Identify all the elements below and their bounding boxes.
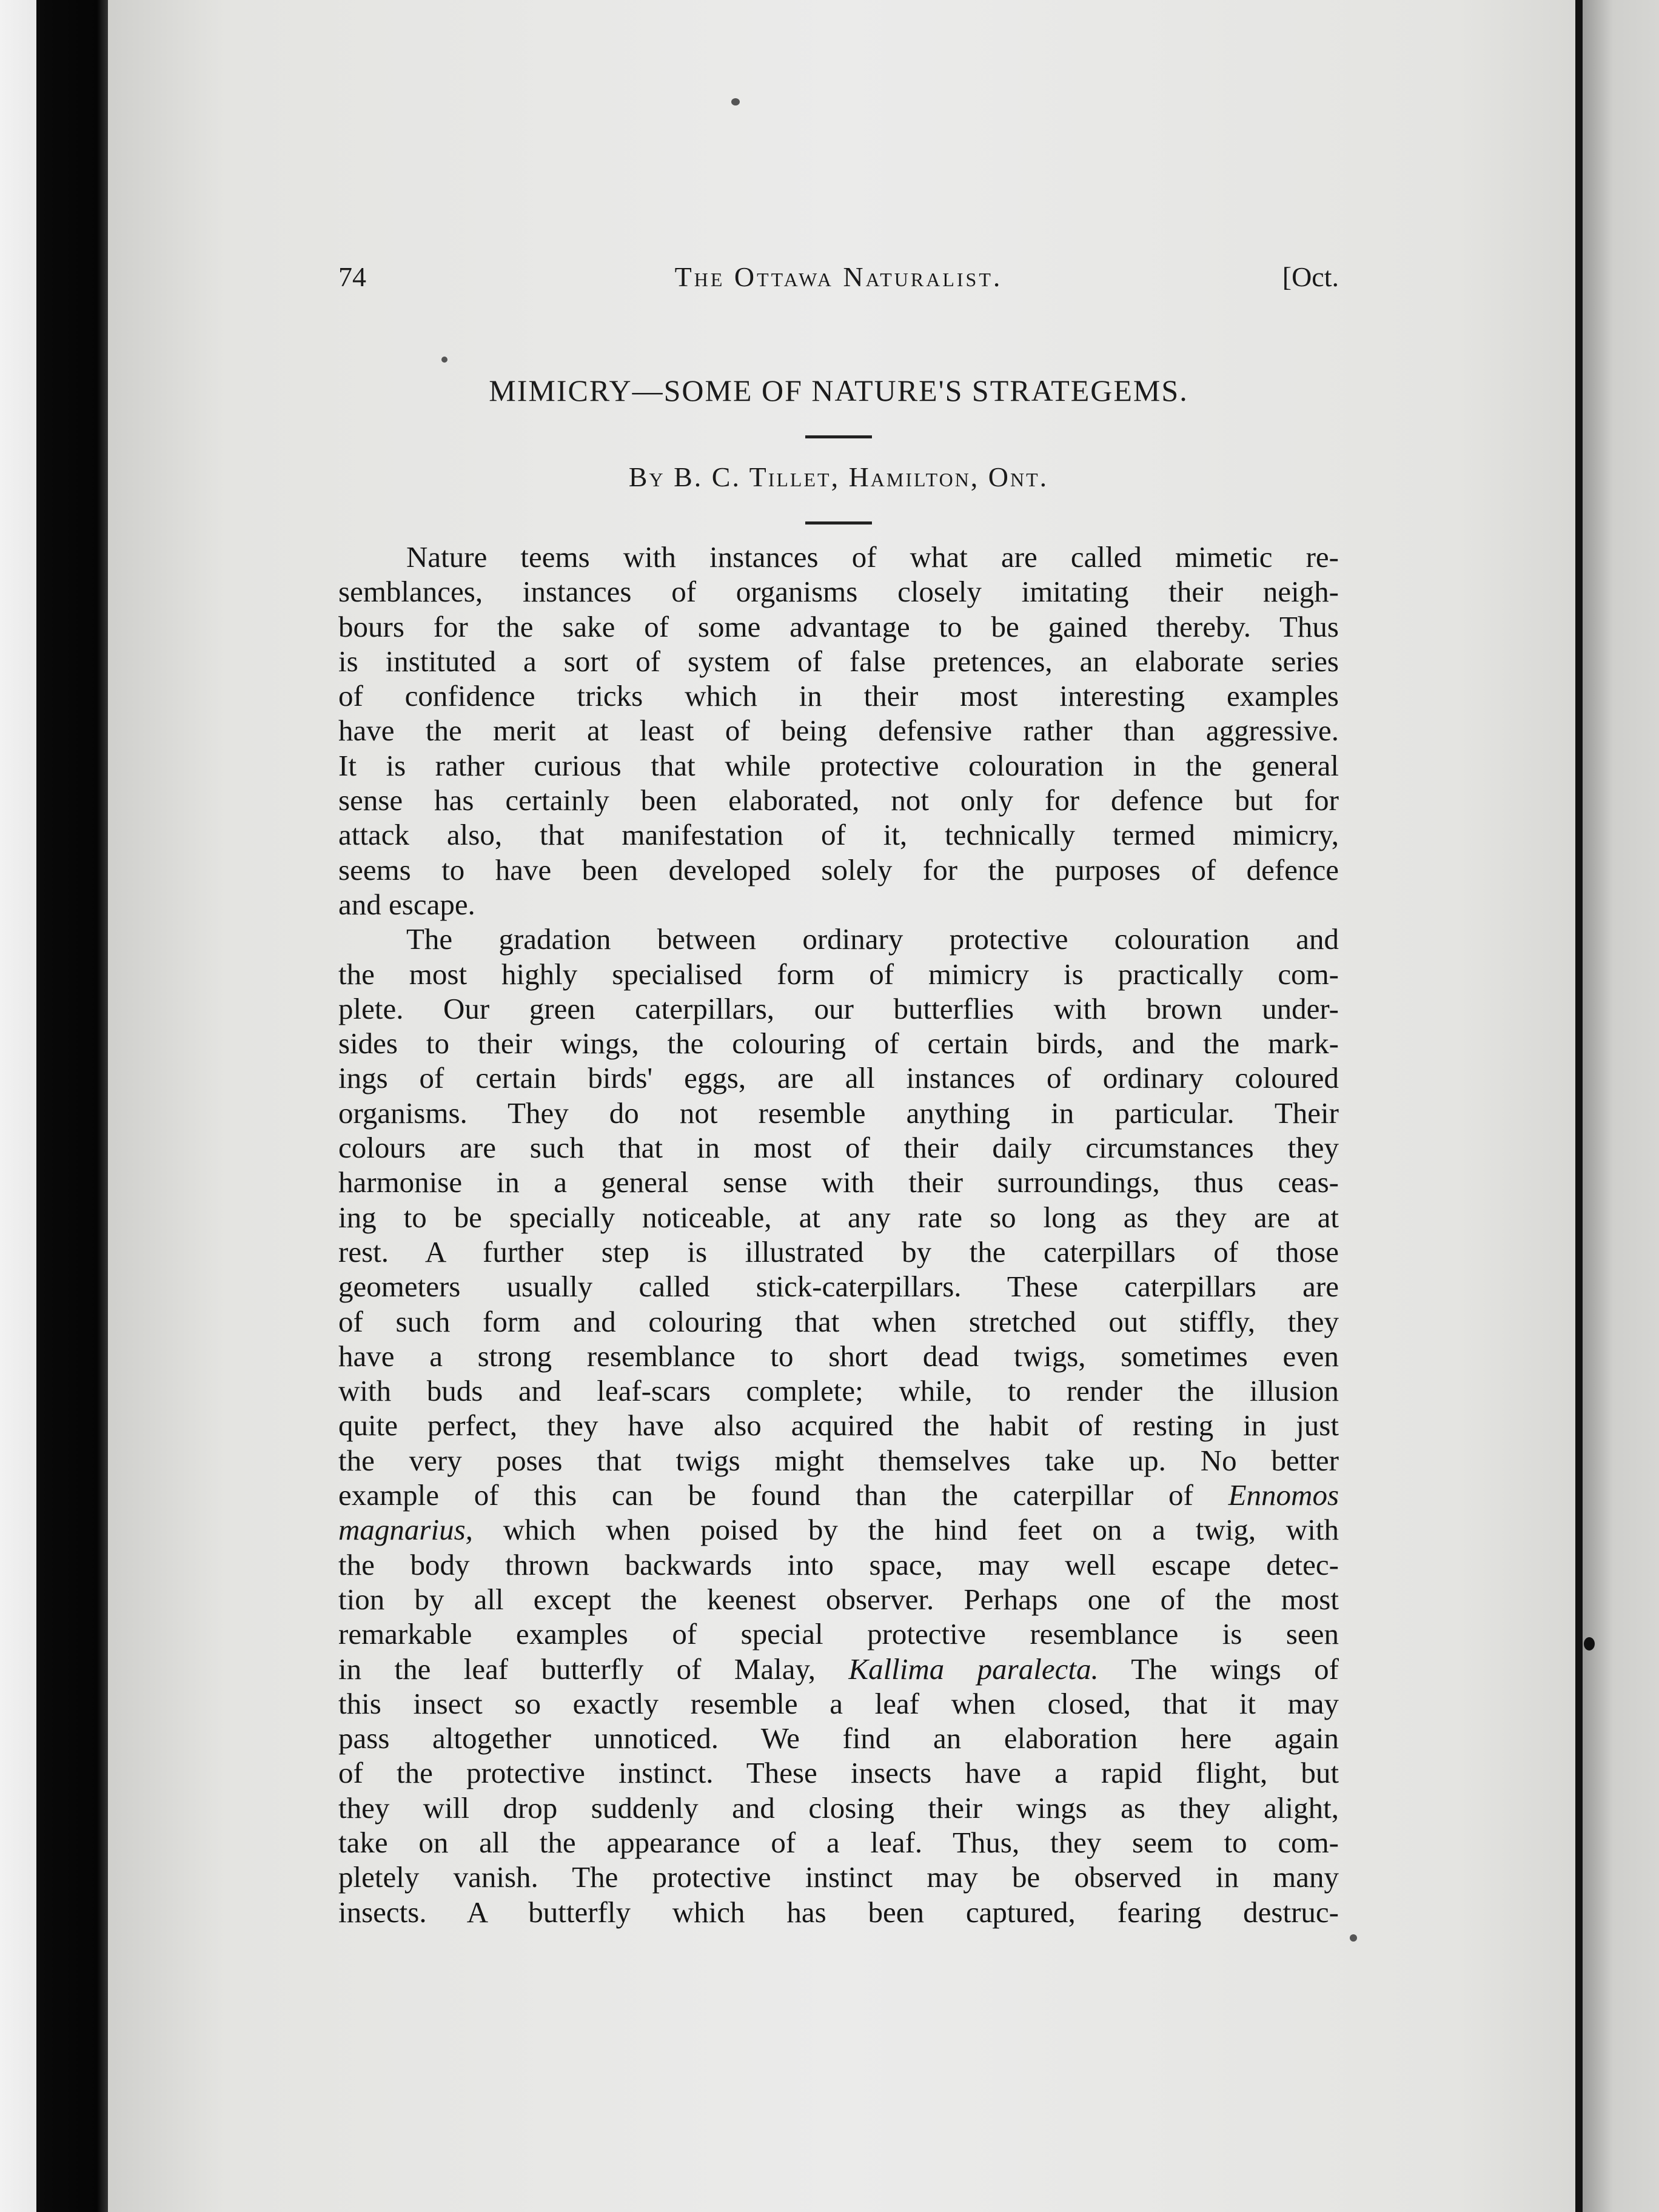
text-line: It is rather curious that while protective colouration in the general: [338, 748, 1339, 782]
article-title: MIMICRY—SOME OF NATURE'S STRATEGEMS.: [489, 374, 1188, 407]
text-line: seems to have been developed solely for the purposes of defence: [338, 853, 1339, 886]
running-title: The Ottawa Naturalist.: [674, 261, 1003, 292]
text-line: The gradation between ordinary protective colouration and: [406, 922, 1339, 956]
text-line: the most highly specialised form of mimicry is practically com-: [338, 957, 1339, 991]
text-run: which when poised by the hind feet on a twig, with: [503, 1513, 1339, 1547]
text-line: have the merit at least of being defensive rather than aggressive.: [338, 714, 1339, 748]
text-line: is instituted a sort of system of false pretences, an elaborate series: [338, 644, 1339, 678]
species-name: magnarius,: [338, 1513, 473, 1547]
text-run: The wings of: [1131, 1652, 1339, 1686]
text-line: rest. A further step is illustrated by the caterpillars of those: [338, 1235, 1339, 1269]
text-line: and escape.: [338, 887, 475, 921]
text-line: pletely vanish. The protective instinct may be observed in many: [338, 1860, 1339, 1894]
text-line: plete. Our green caterpillars, our butterflies with brown under-: [338, 991, 1339, 1025]
left-binding-shadow: [36, 0, 108, 2212]
text-line: [338, 1652, 1339, 1686]
text-line: of such form and colouring that when stretched out stiffly, they: [338, 1304, 1339, 1338]
text-line: the very poses that twigs might themselves take up. No better: [338, 1443, 1339, 1477]
right-gutter-line: [1575, 0, 1583, 2212]
text-line: sense has certainly been elaborated, not only for defence but for: [338, 783, 1339, 817]
text-line: [338, 1512, 1339, 1547]
text-line: they will drop suddenly and closing their wings as they alight,: [338, 1791, 1339, 1825]
next-page-edge: [1583, 0, 1659, 2212]
text-line: have a strong resemblance to short dead twigs, sometimes even: [338, 1339, 1339, 1373]
text-line: ings of certain birds' eggs, are all instances of ordinary coloured: [338, 1061, 1339, 1095]
text-line: colours are such that in most of their daily circumstances they: [338, 1131, 1339, 1165]
scan-speck: [1584, 1637, 1595, 1651]
text-line: bours for the sake of some advantage to be gained thereby. Thus: [338, 609, 1339, 643]
article-body: [338, 540, 1339, 1929]
left-scan-margin: [0, 0, 36, 2212]
scan-speck: [731, 98, 740, 106]
text-line: remarkable examples of special protective resemblance is seen: [338, 1617, 1339, 1651]
text-line: insects. A butterfly which has been captured, fearing destruc-: [338, 1895, 1339, 1929]
text-run: in the leaf butterfly of Malay,: [338, 1652, 816, 1686]
text-line: Nature teems with instances of what are called mimetic re-: [406, 540, 1339, 574]
issue-month: [Oct.: [1282, 261, 1339, 292]
page-header: [338, 261, 1339, 309]
text-line: the body thrown backwards into space, may well escape detec-: [338, 1547, 1339, 1581]
text-line: this insect so exactly resemble a leaf when closed, that it may: [338, 1686, 1339, 1720]
text-line: tion by all except the keenest observer. Perhaps one of the most: [338, 1582, 1339, 1616]
species-name: Kallima paralecta.: [848, 1652, 1099, 1686]
text-line: ing to be specially noticeable, at any rate so long as they are at: [338, 1200, 1339, 1234]
text-line: quite perfect, they have also acquired the habit of resting in just: [338, 1409, 1339, 1443]
species-name: Ennomos: [1228, 1478, 1339, 1512]
scan-speck: [441, 357, 447, 363]
text-line: harmonise in a general sense with their surroundings, thus ceas-: [338, 1165, 1339, 1199]
text-line: of the protective instinct. These insects have a rapid flight, but: [338, 1756, 1339, 1790]
text-line: with buds and leaf-scars complete; while, to render the illusion: [338, 1374, 1339, 1408]
article-byline: By B. C. Tillet, Hamilton, Ont.: [628, 461, 1049, 492]
text-line: organisms. They do not resemble anything in particular. Their: [338, 1096, 1339, 1130]
text-line: [338, 1478, 1339, 1512]
text-run: example of this can be found than the caterpillar of: [338, 1478, 1193, 1512]
text-line: sides to their wings, the colouring of certain birds, and the mark-: [338, 1027, 1339, 1061]
text-line: semblances, instances of organisms closely imitating their neigh-: [338, 575, 1339, 609]
byline-rule: [805, 521, 872, 525]
text-line: take on all the appearance of a leaf. Thus, they seem to com-: [338, 1825, 1339, 1859]
text-line: pass altogether unnoticed. We find an elaboration here again: [338, 1721, 1339, 1755]
scan-speck: [1350, 1934, 1357, 1942]
page-number: 74: [338, 261, 366, 292]
text-line: geometers usually called stick-caterpillars. These caterpillars are: [338, 1270, 1339, 1304]
title-rule: [805, 435, 872, 438]
text-line: of confidence tricks which in their most interesting examples: [338, 679, 1339, 713]
text-line: attack also, that manifestation of it, technically termed mimicry,: [338, 818, 1339, 852]
